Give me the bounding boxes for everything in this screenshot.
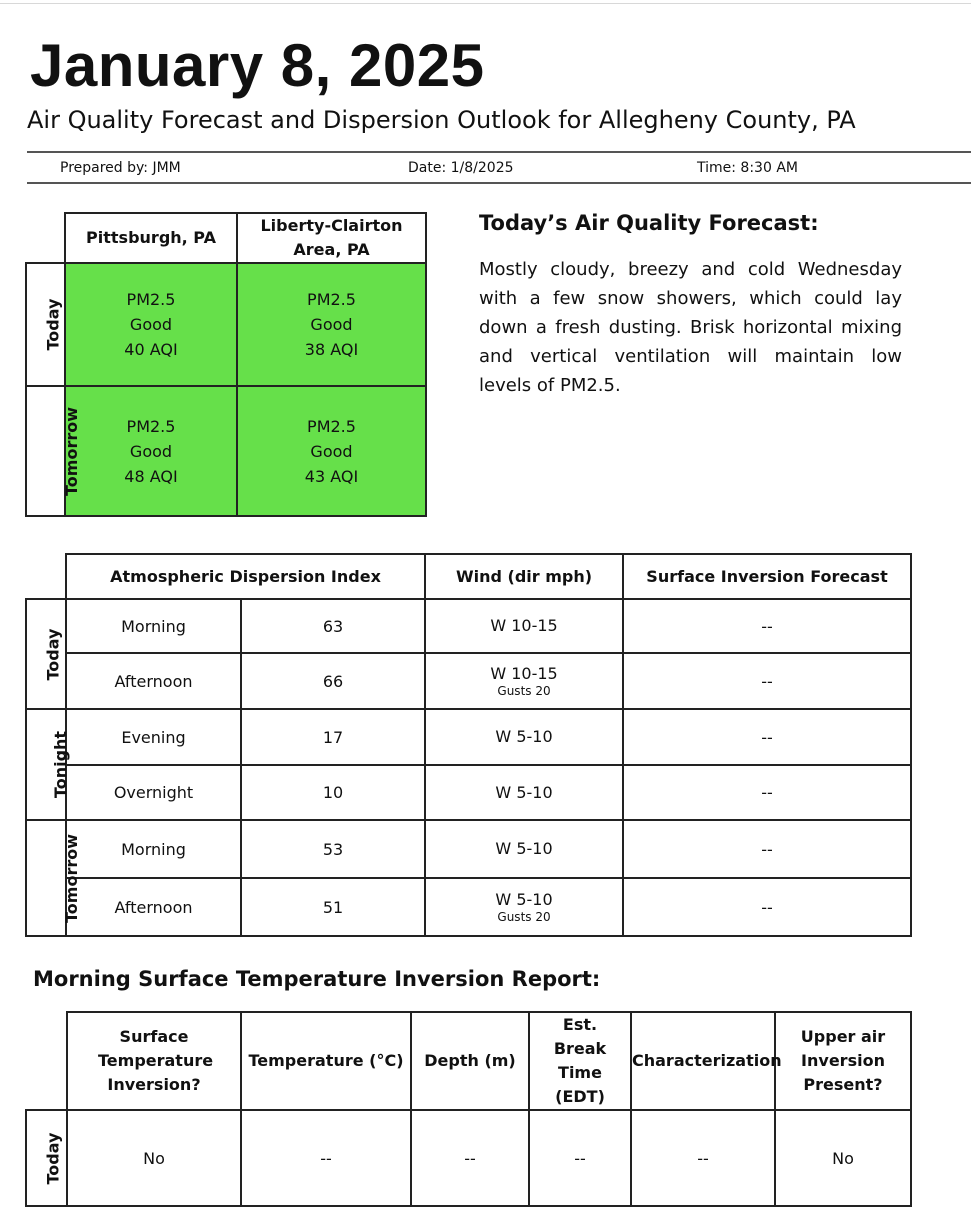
dispersion-group-label: Tomorrow: [26, 820, 66, 936]
aqi-forecast-table: [25, 212, 427, 517]
dispersion-corner: [26, 554, 66, 599]
dispersion-wind: W 10-15 Gusts 20: [425, 653, 623, 709]
table-row: [26, 709, 911, 765]
dispersion-period: Morning: [66, 599, 241, 653]
dispersion-wind: W 5-10: [425, 820, 623, 878]
aqi-pollutant: PM2.5: [126, 290, 176, 309]
aqi-cell: [237, 263, 426, 386]
aqi-cell: [237, 386, 426, 516]
aqi-col-pittsburgh: Pittsburgh, PA: [65, 213, 237, 263]
dispersion-header-index: Atmospheric Dispersion Index: [66, 554, 425, 599]
aqi-value: 40 AQI: [124, 340, 178, 359]
page-subtitle: Air Quality Forecast and Dispersion Outlook for Allegheny County, PA: [27, 106, 856, 134]
aqi-value: 48 AQI: [124, 466, 178, 486]
dispersion-index: 17: [241, 709, 425, 765]
table-row: [26, 820, 911, 878]
inversion-value-surface: No: [67, 1110, 241, 1206]
dispersion-wind: W 10-15: [425, 599, 623, 653]
inversion-header-break-time: Est. Break Time (EDT): [529, 1012, 631, 1110]
inversion-report-table: [25, 1011, 912, 1207]
dispersion-header-wind: Wind (dir mph): [425, 554, 623, 599]
dispersion-wind: W 5-10 Gusts 20: [425, 878, 623, 936]
dispersion-index: 63: [241, 599, 425, 653]
inversion-header-depth: Depth (m): [411, 1012, 529, 1110]
dispersion-group-label: Today: [26, 599, 66, 709]
dispersion-inversion: --: [623, 653, 911, 709]
dispersion-wind: W 5-10: [425, 765, 623, 820]
prepared-by: Prepared by: JMM: [60, 160, 181, 176]
aqi-pollutant: PM2.5: [126, 416, 176, 436]
dispersion-index: 10: [241, 765, 425, 820]
inversion-row-label: Today: [26, 1110, 67, 1206]
aqi-col-liberty-clairton: Liberty-Clairton Area, PA: [237, 213, 426, 263]
dispersion-inversion: --: [623, 878, 911, 936]
page-title: January 8, 2025: [30, 32, 485, 99]
wind-gusts: Gusts 20: [497, 684, 551, 698]
dispersion-period: Evening: [66, 709, 241, 765]
dispersion-table: [25, 553, 912, 937]
aqi-cell: [65, 386, 237, 516]
dispersion-period: Overnight: [66, 765, 241, 820]
aqi-corner: [26, 213, 65, 263]
dispersion-period: Morning: [66, 820, 241, 878]
inversion-header-characterization: Characterization: [631, 1012, 775, 1110]
inversion-value-characterization: --: [631, 1110, 775, 1206]
table-row: [26, 599, 911, 653]
wind-gusts: Gusts 20: [497, 910, 551, 924]
aqi-value: 38 AQI: [304, 340, 359, 359]
aqi-cell: [65, 263, 237, 386]
inversion-value-break-time: --: [529, 1110, 631, 1206]
report-date: Date: 1/8/2025: [408, 160, 514, 176]
inversion-corner: [26, 1012, 67, 1110]
inversion-value-depth: --: [411, 1110, 529, 1206]
forecast-heading: Today’s Air Quality Forecast:: [479, 211, 819, 235]
dispersion-index: 51: [241, 878, 425, 936]
dispersion-inversion: --: [623, 820, 911, 878]
aqi-pollutant: PM2.5: [307, 290, 356, 309]
aqi-category: Good: [310, 441, 353, 461]
dispersion-inversion: --: [623, 765, 911, 820]
dispersion-inversion: --: [623, 599, 911, 653]
table-row: [26, 653, 911, 709]
dispersion-period: Afternoon: [66, 653, 241, 709]
table-row: [26, 1110, 911, 1206]
inversion-header-upper-air: Upper air Inversion Present?: [775, 1012, 911, 1110]
dispersion-wind: W 5-10: [425, 709, 623, 765]
dispersion-index: 53: [241, 820, 425, 878]
dispersion-group-label: Tonight: [26, 709, 66, 820]
table-row: [26, 878, 911, 936]
inversion-value-upper-air: No: [775, 1110, 911, 1206]
dispersion-index: 66: [241, 653, 425, 709]
aqi-category: Good: [129, 441, 173, 461]
prepared-bar: [27, 151, 971, 184]
aqi-pollutant: PM2.5: [307, 416, 356, 436]
dispersion-header-inversion: Surface Inversion Forecast: [623, 554, 911, 599]
dispersion-inversion: --: [623, 709, 911, 765]
report-time: Time: 8:30 AM: [697, 160, 798, 176]
aqi-category: Good: [310, 315, 353, 334]
inversion-value-temperature: --: [241, 1110, 411, 1206]
aqi-value: 43 AQI: [304, 466, 359, 486]
dispersion-period: Afternoon: [66, 878, 241, 936]
aqi-row-label: Tomorrow: [26, 386, 65, 516]
aqi-row-label: Today: [26, 263, 65, 386]
inversion-header-surface: Surface Temperature Inversion?: [67, 1012, 241, 1110]
inversion-report-heading: Morning Surface Temperature Inversion Report:: [33, 967, 601, 991]
table-row: [26, 765, 911, 820]
forecast-text: Mostly cloudy, breezy and cold Wednesday with a few snow showers, which could lay down a fresh dusting. Brisk horizontal mixing and vertical ventilation will maintain low levels of PM2.5.: [479, 259, 902, 396]
top-rule: [0, 3, 971, 4]
aqi-category: Good: [129, 315, 173, 334]
inversion-header-temperature: Temperature (°C): [241, 1012, 411, 1110]
